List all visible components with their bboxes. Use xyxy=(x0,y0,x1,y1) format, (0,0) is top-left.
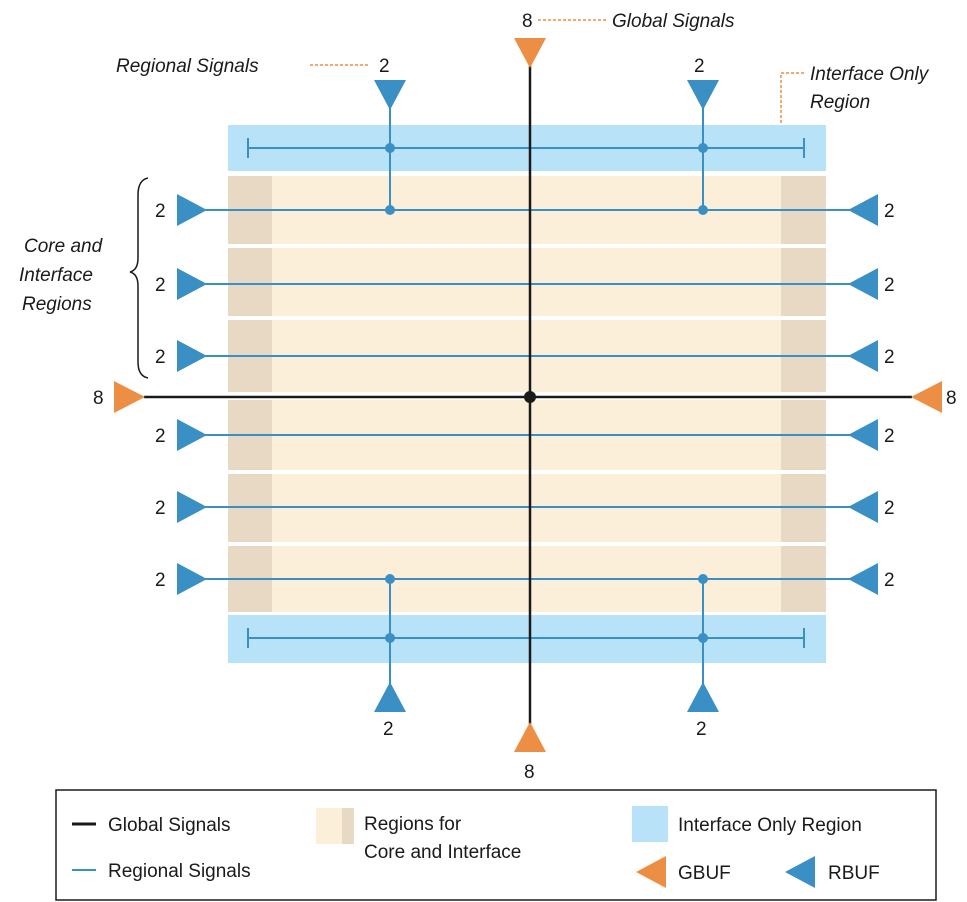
legend-interface-only: Interface Only Region xyxy=(678,815,862,836)
gbuf-triangle-icon xyxy=(911,381,942,413)
regional-count-left: 2 xyxy=(155,570,166,591)
legend-regions-line2: Core and Interface xyxy=(364,842,522,863)
global-count-left: 8 xyxy=(93,388,104,409)
core-interface-brace xyxy=(130,178,148,378)
rbuf-triangle-icon xyxy=(374,80,406,110)
regional-count-right: 2 xyxy=(884,426,895,447)
rbuf-triangle-icon xyxy=(177,194,207,226)
regional-count-right: 2 xyxy=(884,201,895,222)
legend xyxy=(56,790,936,900)
interface-only-annotation-line1: Interface Only xyxy=(810,64,929,85)
regional-count-right: 2 xyxy=(884,498,895,519)
core-interface-annotation-line2: Interface xyxy=(19,265,93,286)
global-count-bottom: 8 xyxy=(524,762,535,783)
regional-count-left: 2 xyxy=(155,426,166,447)
rbuf-triangle-icon xyxy=(848,419,878,451)
global-count-right: 8 xyxy=(946,388,957,409)
core-interface-annotation-line1: Core and xyxy=(24,236,103,257)
rbuf-triangle-icon xyxy=(687,80,719,110)
regional-count-right: 2 xyxy=(884,275,895,296)
rbuf-triangle-icon xyxy=(177,491,207,523)
core-interface-annotation-line3: Regions xyxy=(22,294,92,315)
rbuf-triangle-icon xyxy=(374,682,406,712)
global-signals-annotation: Global Signals xyxy=(612,11,735,32)
rbuf-triangle-icon xyxy=(848,268,878,300)
legend-regions-line1: Regions for xyxy=(364,814,462,835)
legend-regional-signals: Regional Signals xyxy=(108,861,251,882)
legend-rbuf: RBUF xyxy=(828,863,880,884)
regional-count-top-left: 2 xyxy=(379,56,390,77)
rbuf-triangle-icon xyxy=(177,563,207,595)
rbuf-triangle-icon xyxy=(848,563,878,595)
rbuf-triangle-icon xyxy=(848,491,878,523)
regional-count-left: 2 xyxy=(155,498,166,519)
rbuf-triangle-icon xyxy=(848,194,878,226)
regional-signals-annotation: Regional Signals xyxy=(116,56,259,77)
legend-core-swatch xyxy=(316,808,342,844)
regional-count-left: 2 xyxy=(155,347,166,368)
regional-count-right: 2 xyxy=(884,347,895,368)
regional-count-top-right: 2 xyxy=(694,56,705,77)
rbuf-triangle-icon xyxy=(848,340,878,372)
gbuf-triangle-icon xyxy=(514,38,546,68)
rbuf-triangle-icon xyxy=(177,268,207,300)
gbuf-triangle-icon xyxy=(114,381,145,413)
gbuf-triangle-icon xyxy=(514,722,546,752)
global-count-top: 8 xyxy=(522,11,533,32)
regional-count-bottom-right: 2 xyxy=(696,719,707,740)
regional-count-left: 2 xyxy=(155,201,166,222)
rbuf-triangle-icon xyxy=(177,340,207,372)
rbuf-triangle-icon xyxy=(687,682,719,712)
legend-interface-swatch xyxy=(632,806,668,842)
regional-count-left: 2 xyxy=(155,275,166,296)
regional-count-bottom-left: 2 xyxy=(383,719,394,740)
interface-only-annotation-line2: Region xyxy=(810,92,871,113)
rbuf-triangle-icon xyxy=(177,419,207,451)
legend-global-signals: Global Signals xyxy=(108,815,231,836)
regional-count-right: 2 xyxy=(884,570,895,591)
core-row-2 xyxy=(228,248,826,316)
legend-gbuf: GBUF xyxy=(678,863,731,884)
